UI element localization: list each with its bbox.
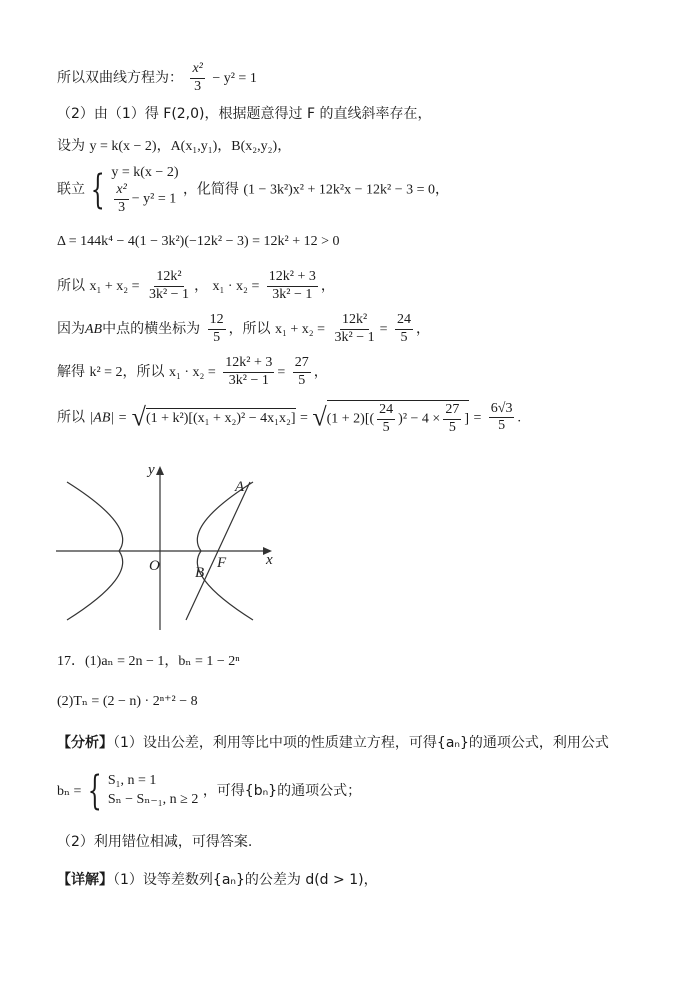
fraction-27-5: $\frac{27}{5}$ <box>294 355 309 388</box>
line-midpoint: 因为AB中点的横坐标为 $\frac{12}{5}$ ，所以 x₁ + x₂ = $\frac{\text{12k²}}{\text{3k² − 1}}$ = $\frac{24}{5}$ ， <box>57 312 430 345</box>
line-part2-intro <box>57 106 431 122</box>
line-hyperbola-equation <box>57 62 257 94</box>
fraction-result: $\frac{6√3}{5}$ <box>490 400 513 434</box>
piecewise-cases: S₁, n = 1 Sₙ − Sₙ₋₁, n ≥ 2 <box>107 773 199 807</box>
q17-bn-formula: bₙ = { S₁, n = 1 Sₙ − Sₙ₋₁, n ≥ 2 ，可得{bₙ}的通项公式； <box>57 767 362 814</box>
equation-system <box>111 164 178 215</box>
label-origin: O <box>149 558 160 574</box>
analysis-tag: 【分析】 <box>57 735 113 751</box>
radical-icon: √ <box>131 402 146 432</box>
y-axis-arrow-icon <box>156 466 164 475</box>
quadratic-equation: (1 − 3k²)x² + 12k²x − 12k² − 3 = 0， <box>243 182 449 198</box>
label-point-b: B <box>195 565 205 581</box>
q17-analysis: 【分析】（1）设出公差，利用等比中项的性质建立方程，可得{aₙ}的通项公式，利用公式 <box>57 735 609 751</box>
product-label: x₁ · x₂ = <box>212 279 260 295</box>
line-solve-k: 解得 k² = 2，所以 x₁ · x₂ = $\frac{\text{12k² + 3}}{\text{3k² − 1}}$ = $\frac{27}{5}$ ， <box>57 355 328 388</box>
brace-icon: { <box>91 166 106 213</box>
line-set-line <box>57 138 291 155</box>
system-eq-2: $\frac{\text{x²}}{3}$ − y² = 1 <box>116 181 177 215</box>
line-vieta: 所以 x₁ + x₂ = $\frac{\text{12k²}}{\text{3k² − 1}}$ ， x₁ · x₂ = $\frac{\text{12k² + 3}}{\text{3k² − 1}}$ ， <box>57 269 335 302</box>
radicand-2: (1 + 2)[( $\frac{24}{5}$ )² − 4 × $\frac{27}{5}$ ] <box>326 402 469 435</box>
q17-method: （2）利用错位相减，可得答案. <box>57 834 253 850</box>
text-prefix: 设为 <box>57 138 85 154</box>
line-discriminant <box>57 234 340 250</box>
detail-tag: 【详解】 <box>57 872 113 888</box>
fraction-sum: $\frac{\text{12k²}}{\text{3k² − 1}}$ <box>148 269 190 302</box>
radicand-1: (1 + k²)[(x₁ + x₂)² − 4x₁x₂] <box>146 408 296 427</box>
discriminant: Δ = 144k⁴ − 4(1 − 3k²)(−12k² − 3) = 12k² + 12 > 0 <box>57 234 340 249</box>
label-focus-f: F <box>217 555 227 571</box>
label-point-a: A <box>235 479 245 495</box>
line-chord-length: 所以 |AB| = √(1 + k²)[(x₁ + x₂)² − 4x₁x₂] = √(1 + 2)[( $\frac{24}{5}$ )² − 4 × $\frac{27}{5}$ ] = $\frac{6√3}{5}$ . <box>57 400 521 435</box>
math-line-points: y = k(x − 2)，A(x₁,y₁)，B(x₂,y₂)， <box>89 139 292 154</box>
system-eq-1: y = k(x − 2) <box>111 165 179 180</box>
q17-answer-2: (2)Tₙ = (2 − n) · 2ⁿ⁺² − 8 <box>57 694 198 709</box>
sum-label: x₁ + x₂ = <box>89 279 140 295</box>
text-prefix: 联立 <box>57 181 85 198</box>
text-simplify: ，化简得 <box>182 181 239 198</box>
brace-icon: { <box>87 767 102 814</box>
fraction-product: $\frac{\text{12k² + 3}}{\text{3k² − 1}}$ <box>268 269 316 302</box>
fraction-24-5: $\frac{24}{5}$ <box>396 312 411 345</box>
hyperbola-figure <box>52 460 292 635</box>
line-system <box>57 164 449 215</box>
fraction-x2-over-3: $\frac{\text{x²}}{3}$ <box>192 61 203 94</box>
text-part2: （2）由（1）得 F(2,0)，根据题意得过 F 的直线斜率存在， <box>57 106 432 122</box>
q17-answer-1: 17．(1)aₙ = 2n − 1，bₙ = 1 − 2ⁿ <box>57 654 240 669</box>
label-x: x <box>266 552 273 568</box>
fraction-12-5: $\frac{12}{5}$ <box>209 312 224 345</box>
q17-detail: 【详解】（1）设等差数列{aₙ}的公差为 d(d > 1)， <box>57 872 378 888</box>
text-prefix: 所以双曲线方程为： <box>57 70 183 87</box>
radical-icon: √ <box>312 402 327 432</box>
label-y: y <box>148 462 155 478</box>
equation-tail: − y² = 1 <box>212 71 257 87</box>
